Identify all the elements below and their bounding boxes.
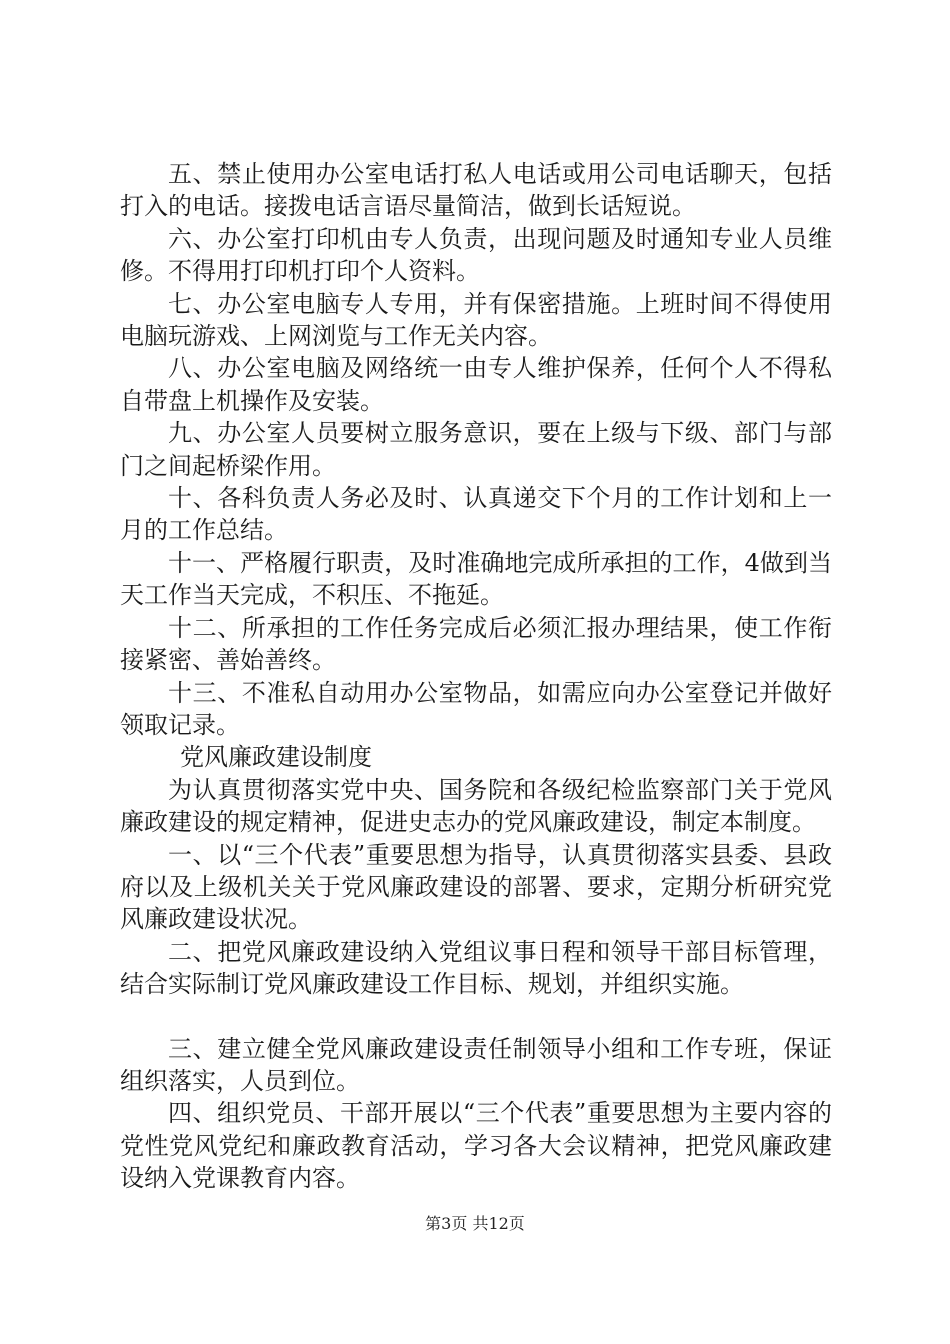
paragraph-item-1: 一、以“三个代表”重要思想为指导，认真贯彻落实县委、县政府以及上级机关关于党风廉政建设的部署、要求，定期分析研究党风廉政建设状况。	[120, 840, 832, 934]
paragraph-rule-8: 八、办公室电脑及网络统一由专人维护保养，任何个人不得私自带盘上机操作及安装。	[120, 354, 832, 415]
paragraph-item-4: 四、组织党员、干部开展以“三个代表”重要思想为主要内容的党性党风党纪和廉政教育活动，学习各大会议精神，把党风廉政建设纳入党课教育内容。	[120, 1099, 832, 1193]
paragraph-rule-10: 十、各科负责人务必及时、认真递交下个月的工作计划和上一月的工作总结。	[120, 484, 832, 545]
paragraph-rule-12: 十二、所承担的工作任务完成后必须汇报办理结果，使工作衔接紧密、善始善终。	[120, 613, 832, 675]
document-body	[120, 158, 832, 1195]
paragraph-rule-11: 十一、严格履行职责，及时准确地完成所承担的工作，4做到当天工作当天完成，不积压、不拖延。	[120, 548, 832, 610]
paragraph-rule-13: 十三、不准私自动用办公室物品，如需应向办公室登记并做好领取记录。	[120, 678, 832, 739]
page-number-label: 第3页 共12页	[425, 1214, 525, 1233]
section-heading: 党风廉政建设制度	[180, 743, 372, 772]
paragraph-item-3: 三、建立健全党风廉政建设责任制领导小组和工作专班，保证组织落实，人员到位。	[120, 1034, 832, 1095]
paragraph-rule-5: 五、禁止使用办公室电话打私人电话或用公司电话聊天，包括打入的电话。接拨电话言语尽量简洁，做到长话短说。	[120, 160, 832, 221]
paragraph-rule-9: 九、办公室人员要树立服务意识，要在上级与下级、部门与部门之间起桥梁作用。	[120, 419, 832, 480]
paragraph-intro: 为认真贯彻落实党中央、国务院和各级纪检监察部门关于党风廉政建设的规定精神，促进史志办的党风廉政建设，制定本制度。	[120, 775, 832, 837]
paragraph-rule-6: 六、办公室打印机由专人负责，出现问题及时通知专业人员维修。不得用打印机打印个人资料。	[120, 224, 832, 286]
paragraph-item-2: 二、把党风廉政建设纳入党组议事日程和领导干部目标管理，结合实际制订党风廉政建设工作目标、规划，并组织实施。	[120, 937, 832, 999]
paragraph-rule-7: 七、办公室电脑专人专用，并有保密措施。上班时间不得使用电脑玩游戏、上网浏览与工作无关内容。	[120, 289, 832, 351]
page-footer	[0, 1214, 950, 1234]
